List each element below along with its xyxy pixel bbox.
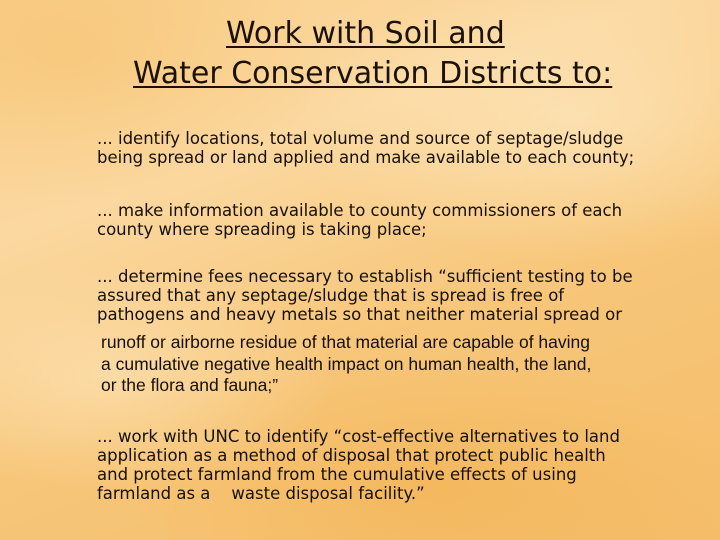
text-line: pathogens and heavy metals so that neither material spread or <box>97 305 622 324</box>
text-line: or the flora and fauna;” <box>101 375 279 395</box>
paragraph-testing-fees-continued <box>101 332 691 397</box>
text-line: ... make information available to county commissioners of each <box>97 201 623 220</box>
paragraph-septage-locations <box>97 129 687 167</box>
text-line: county where spreading is taking place; <box>97 220 427 239</box>
paragraph-unc-alternatives <box>97 427 687 503</box>
paragraph-testing-fees <box>97 267 687 324</box>
text-line: application as a method of disposal that protect public health <box>97 446 606 465</box>
text-line: being spread or land applied and make available to each county; <box>97 148 635 167</box>
text-line: ... determine fees necessary to establish “sufficient testing to be <box>97 267 633 286</box>
text-line: a cumulative negative health impact on human health, the land, <box>101 353 592 374</box>
title-line-1: Work with Soil and <box>226 16 505 51</box>
text-line: and protect farmland from the cumulative effects of using <box>97 465 577 484</box>
text-line: ... identify locations, total volume and source of septage/sludge <box>97 129 624 148</box>
title-line-2: Water Conservation Districts to: <box>133 56 613 91</box>
paragraph-county-commissioners <box>97 201 687 239</box>
text-line: runoff or airborne residue of that material are capable of having <box>101 332 591 352</box>
text-line: ... work with UNC to identify “cost-effective alternatives to land <box>97 427 620 446</box>
text-line: assured that any septage/sludge that is spread is free of <box>97 286 565 305</box>
text-line: farmland as a waste disposal facility.” <box>97 484 425 503</box>
